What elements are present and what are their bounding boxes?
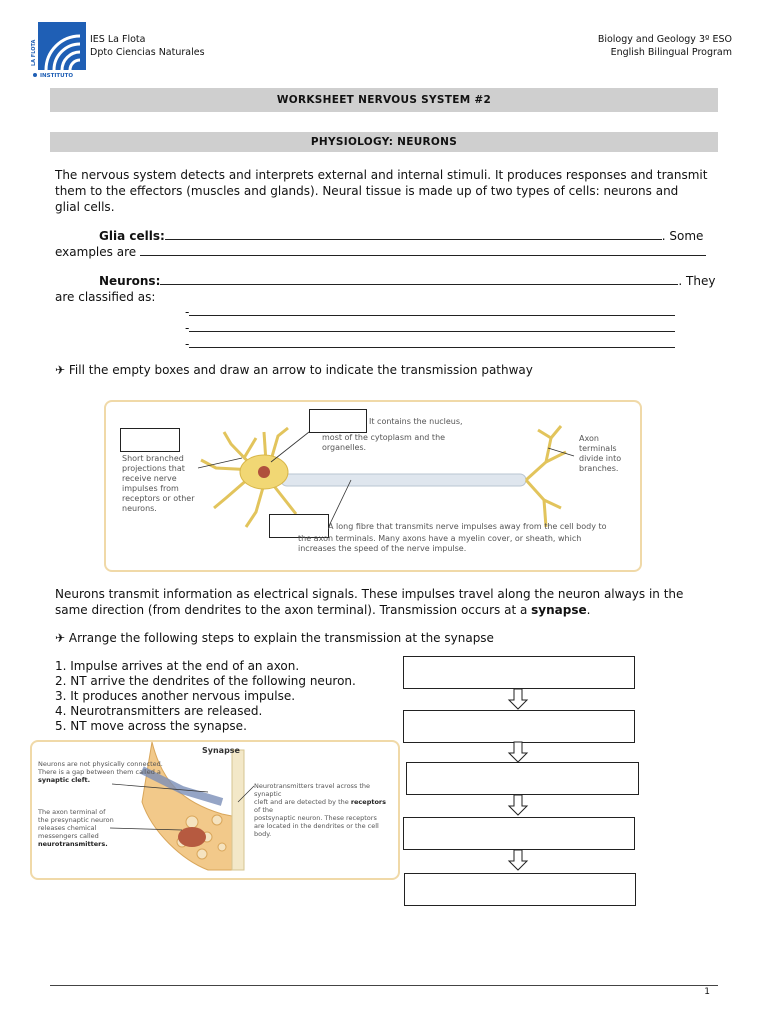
school-name: IES La Flota: [90, 34, 146, 45]
school-logo: [32, 22, 86, 78]
synapse-term: synapse: [531, 603, 587, 617]
step-item: 5. NT move across the synapse.: [55, 719, 247, 733]
glia-after: . Some: [661, 229, 704, 243]
nucleus: [258, 466, 270, 478]
instruction-1: ✈ Fill the empty boxes and draw an arrow to indicate the transmission pathway: [55, 363, 533, 377]
neurons-answer-line[interactable]: [160, 273, 678, 285]
label-axon-2: the axon terminals. Many axons have a myelin cover, or sheath, which increases the speed of the nerve impulse.: [298, 534, 582, 553]
intro-paragraph: [55, 167, 725, 215]
flow-box-3[interactable]: [406, 762, 639, 795]
flow-box-5[interactable]: [404, 873, 636, 906]
neuron-figure: [104, 400, 642, 572]
program-name: English Bilingual Program: [610, 47, 732, 58]
logo-text-top: LA FLOTA: [31, 39, 37, 66]
glia-examples-line[interactable]: [140, 244, 706, 256]
neuron-type-line-3[interactable]: [189, 336, 675, 348]
empty-box-cell-body[interactable]: [309, 409, 367, 433]
steps-list: [55, 659, 356, 734]
section-title: PHYSIOLOGY: NEURONS: [50, 132, 718, 152]
footer-rule: [50, 985, 718, 986]
worksheet-title: WORKSHEET NERVOUS SYSTEM #2: [50, 88, 718, 112]
glia-answer-line[interactable]: [165, 228, 662, 240]
intro-line-2: them to the effectors (muscles and glands). Neural tissue is made up of two types of cells: neurons and: [55, 184, 679, 198]
subject-name: Biology and Geology 3º ESO: [597, 34, 732, 45]
synapse-note-1: Neurons are not physically connected. There is a gap between them called a synaptic cleft.: [38, 760, 163, 784]
page-number: 1: [704, 987, 710, 997]
synapse-title: Synapse: [202, 746, 240, 755]
neuron-type-line-1[interactable]: [189, 304, 675, 316]
logo-text-bottom: INSTITUTO: [40, 73, 74, 79]
glia-examples-label: examples are: [55, 245, 137, 259]
header-left: [90, 33, 205, 59]
header-right: [598, 33, 732, 59]
down-arrow-icon: [508, 688, 528, 710]
glia-label: Glia cells:: [99, 229, 165, 243]
neurons-after: . They: [678, 274, 716, 288]
arrow-icon: ✈: [55, 631, 66, 645]
neuron-type-line-2[interactable]: [189, 320, 675, 332]
step-item: 1. Impulse arrives at the end of an axon.: [55, 659, 300, 673]
label-axon-1: A long fibre that transmits nerve impulses away from the cell body to: [328, 522, 607, 531]
neuron-types-list: - - -: [185, 304, 675, 352]
label-axon-terminals: Axon terminals divide into branches.: [579, 434, 622, 473]
department-name: Dpto Ciencias Naturales: [90, 47, 205, 58]
label-cell-body-cont: most of the cytoplasm and the organelles.: [322, 433, 446, 452]
synapse-note-2: The axon terminal of the presynaptic neuron releases chemical messengers called neurotransmitters.: [38, 808, 114, 848]
step-item: 2. NT arrive the dendrites of the following neuron.: [55, 674, 356, 688]
down-arrow-icon: [508, 741, 528, 763]
flow-box-2[interactable]: [403, 710, 635, 743]
transmission-paragraph: Neurons transmit information as electrical signals. These impulses travel along the neuron always in the same direction (from dendrites to the axon terminal). Transmission occurs at a synapse.: [55, 587, 684, 617]
intro-line-3: glial cells.: [55, 200, 115, 214]
flow-box-1[interactable]: [403, 656, 635, 689]
synapse-figure: [30, 740, 400, 880]
label-dendrites: Short branched projections that receive nerve impulses from receptors or other neurons.: [122, 454, 195, 513]
glia-definition: [55, 228, 715, 260]
neurons-classified: are classified as:: [55, 290, 156, 304]
neurons-label: Neurons:: [99, 274, 161, 288]
instruction-2: ✈ Arrange the following steps to explain the transmission at the synapse: [55, 631, 494, 645]
arrow-icon: ✈: [55, 363, 66, 377]
label-cell-body: It contains the nucleus,: [369, 417, 463, 426]
neurons-definition: [55, 273, 715, 305]
empty-box-dendrites[interactable]: [120, 428, 180, 452]
down-arrow-icon: [508, 794, 528, 816]
step-item: 4. Neurotransmitters are released.: [55, 704, 263, 718]
flow-box-4[interactable]: [403, 817, 635, 850]
synapse-note-3: Neurotransmitters travel across the synaptic cleft and are detected by the receptors of the postsynaptic neuron. These receptors are located in the dendrites or the cell body.: [254, 782, 386, 838]
down-arrow-icon: [508, 849, 528, 871]
step-item: 3. It produces another nervous impulse.: [55, 689, 296, 703]
intro-line-1: The nervous system detects and interprets external and internal stimuli. It produces responses and transmit: [55, 168, 708, 182]
